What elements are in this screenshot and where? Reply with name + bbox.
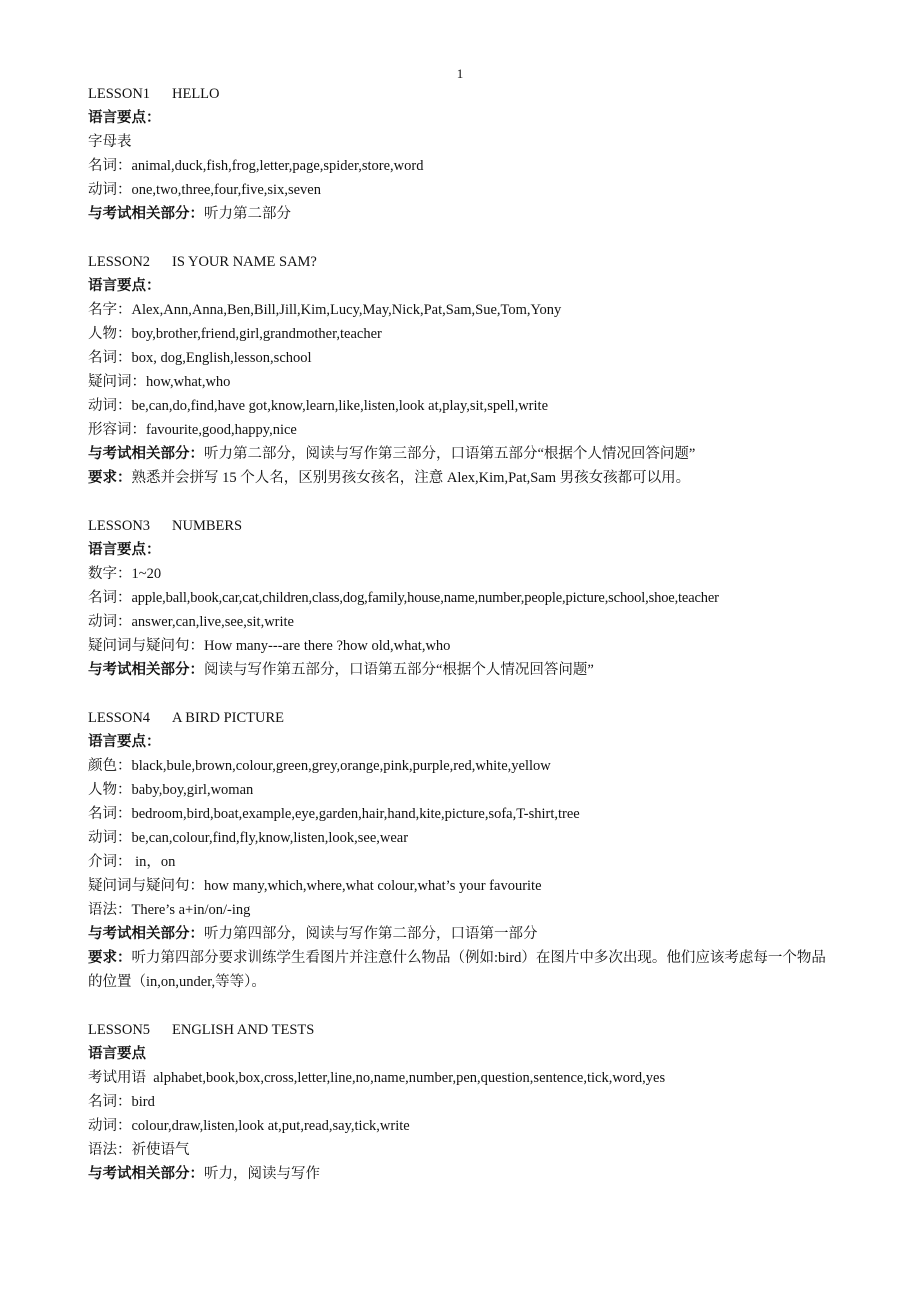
line-text: box, dog,English,lesson,school: [131, 350, 312, 366]
line-label: 人物：: [88, 782, 132, 798]
line-label: 动词：: [88, 182, 132, 198]
lesson-3: [88, 514, 838, 682]
content-line: [88, 1090, 838, 1114]
line-text: boy,brother,friend,girl,grandmother,teacher: [131, 326, 382, 342]
line-text: 1~20: [131, 566, 162, 582]
line-text: apple,ball,book,car,cat,children,class,dog,family,house,name,number,people,picture,school,shoe,teacher: [131, 590, 719, 606]
lesson-title: [88, 1018, 838, 1042]
content-line: [88, 346, 838, 370]
lesson-title: [88, 82, 838, 106]
language-points-heading: 语言要点：: [88, 734, 161, 750]
requirement-line: [88, 946, 838, 994]
line-label: 介词：: [88, 854, 132, 870]
language-points-heading: 语言要点: [88, 1046, 146, 1062]
content-line: [88, 418, 838, 442]
language-points-heading: 语言要点：: [88, 110, 161, 126]
requirement-label: 要求：: [88, 470, 132, 486]
content-line: [88, 1138, 838, 1162]
exam-label: 与考试相关部分：: [88, 446, 204, 462]
content-line: [88, 394, 838, 418]
line-text: black,bule,brown,colour,green,grey,orange,pink,purple,red,white,yellow: [131, 758, 551, 774]
exam-line: [88, 202, 838, 226]
content-line: [88, 610, 838, 634]
lesson-5: [88, 1018, 838, 1186]
line-label: 颜色：: [88, 758, 132, 774]
lesson-title: [88, 706, 838, 730]
line-text: bedroom,bird,boat,example,eye,garden,hair,hand,kite,picture,sofa,T-shirt,tree: [131, 806, 580, 822]
document-body: [88, 82, 838, 1210]
line-label: 名词：: [88, 158, 132, 174]
content-line: [88, 754, 838, 778]
exam-text: 听力第四部分，阅读与写作第二部分，口语第一部分: [204, 926, 538, 942]
lesson-1: [88, 82, 838, 226]
line-text: in，on: [131, 854, 176, 870]
line-label: 语法：: [88, 902, 132, 918]
exam-line: [88, 658, 838, 682]
exam-label: 与考试相关部分：: [88, 662, 204, 678]
content-line: [88, 562, 838, 586]
line-text: be,can,colour,find,fly,know,listen,look,see,wear: [131, 830, 409, 846]
lesson-4: [88, 706, 838, 994]
line-text: answer,can,live,see,sit,write: [131, 614, 294, 630]
line-label: 语法：: [88, 1142, 132, 1158]
exam-line: [88, 922, 838, 946]
language-points-heading: 语言要点：: [88, 278, 161, 294]
line-label: 名词：: [88, 590, 132, 606]
line-label: 疑问词：: [88, 374, 146, 390]
content-line: [88, 898, 838, 922]
lesson-title: [88, 250, 838, 274]
exam-text: 听力，阅读与写作: [204, 1166, 320, 1182]
lesson-number: LESSON2: [88, 254, 151, 270]
content-line: [88, 874, 838, 898]
exam-text: 听力第二部分: [204, 206, 291, 222]
line-text: how,what,who: [146, 374, 231, 390]
line-label: 数字：: [88, 566, 132, 582]
line-text: favourite,good,happy,nice: [146, 422, 297, 438]
line-text: how many,which,where,what colour,what’s your favourite: [204, 878, 542, 894]
lesson-number: LESSON5: [88, 1022, 151, 1038]
content-line: [88, 322, 838, 346]
line-text: animal,duck,fish,frog,letter,page,spider,store,word: [131, 158, 424, 174]
exam-text: 阅读与写作第五部分，口语第五部分“根据个人情况回答问题”: [204, 662, 594, 678]
line-text: alphabet,book,box,cross,letter,line,no,name,number,pen,question,sentence,tick,word,yes: [153, 1070, 666, 1086]
lesson-name: IS YOUR NAME SAM?: [172, 254, 317, 270]
lesson-name: NUMBERS: [172, 518, 243, 534]
line-text: bird: [131, 1094, 155, 1110]
language-points-heading: 语言要点：: [88, 542, 161, 558]
requirement-text: 听力第四部分要求训练学生看图片并注意什么物品（例如:bird）在图片中多次出现。他们应该考虑每一个物品的位置（in,on,under,等等）。: [88, 950, 826, 990]
lesson-title: [88, 514, 838, 538]
content-line: [88, 298, 838, 322]
line-text: colour,draw,listen,look at,put,read,say,tick,write: [131, 1118, 410, 1134]
line-label: 名词：: [88, 806, 132, 822]
line-text: 字母表: [88, 134, 132, 150]
line-label: 名词：: [88, 350, 132, 366]
exam-label: 与考试相关部分：: [88, 1166, 204, 1182]
content-line: [88, 850, 838, 874]
content-line: [88, 802, 838, 826]
requirement-label: 要求：: [88, 950, 132, 966]
line-text: be,can,do,find,have got,know,learn,like,listen,look at,play,sit,spell,write: [131, 398, 548, 414]
line-label: 动词：: [88, 1118, 132, 1134]
line-label: 疑问词与疑问句：: [88, 878, 204, 894]
line-text: baby,boy,girl,woman: [131, 782, 254, 798]
line-label: 形容词：: [88, 422, 146, 438]
lesson-name: A BIRD PICTURE: [172, 710, 284, 726]
lesson-number: LESSON3: [88, 518, 151, 534]
exam-label: 与考试相关部分：: [88, 206, 204, 222]
line-label: 名字：: [88, 302, 132, 318]
line-label: 人物：: [88, 326, 132, 342]
content-line: [88, 1114, 838, 1138]
line-label: 动词：: [88, 830, 132, 846]
line-label: 动词：: [88, 398, 132, 414]
content-line: [88, 130, 838, 154]
line-label: 动词：: [88, 614, 132, 630]
lesson-name: HELLO: [172, 86, 220, 102]
content-line: [88, 178, 838, 202]
line-text: Alex,Ann,Anna,Ben,Bill,Jill,Kim,Lucy,May,Nick,Pat,Sam,Sue,Tom,Yony: [131, 302, 562, 318]
content-line: [88, 778, 838, 802]
lesson-number: LESSON1: [88, 86, 151, 102]
content-line: [88, 634, 838, 658]
line-text: one,two,three,four,five,six,seven: [131, 182, 321, 198]
lesson-name: ENGLISH AND TESTS: [172, 1022, 315, 1038]
requirement-text: 熟悉并会拼写 15 个人名，区别男孩女孩名，注意 Alex,Kim,Pat,Sam 男孩女孩都可以用。: [131, 470, 691, 486]
line-label: 考试用语: [88, 1070, 154, 1086]
exam-label: 与考试相关部分：: [88, 926, 204, 942]
content-line: [88, 586, 838, 610]
requirement-line: [88, 466, 838, 490]
line-label: 疑问词与疑问句：: [88, 638, 204, 654]
exam-line: [88, 442, 838, 466]
line-text: There’s a+in/on/-ing: [131, 902, 251, 918]
exam-line: [88, 1162, 838, 1186]
lesson-number: LESSON4: [88, 710, 151, 726]
content-line: [88, 370, 838, 394]
line-label: 名词：: [88, 1094, 132, 1110]
exam-text: 听力第二部分，阅读与写作第三部分，口语第五部分“根据个人情况回答问题”: [204, 446, 696, 462]
content-line: [88, 1066, 838, 1090]
page-number: 1: [456, 66, 464, 81]
content-line: [88, 154, 838, 178]
lesson-2: [88, 250, 838, 490]
line-text: How many---are there ?how old,what,who: [204, 638, 451, 654]
content-line: [88, 826, 838, 850]
line-text: 祈使语气: [131, 1142, 190, 1158]
